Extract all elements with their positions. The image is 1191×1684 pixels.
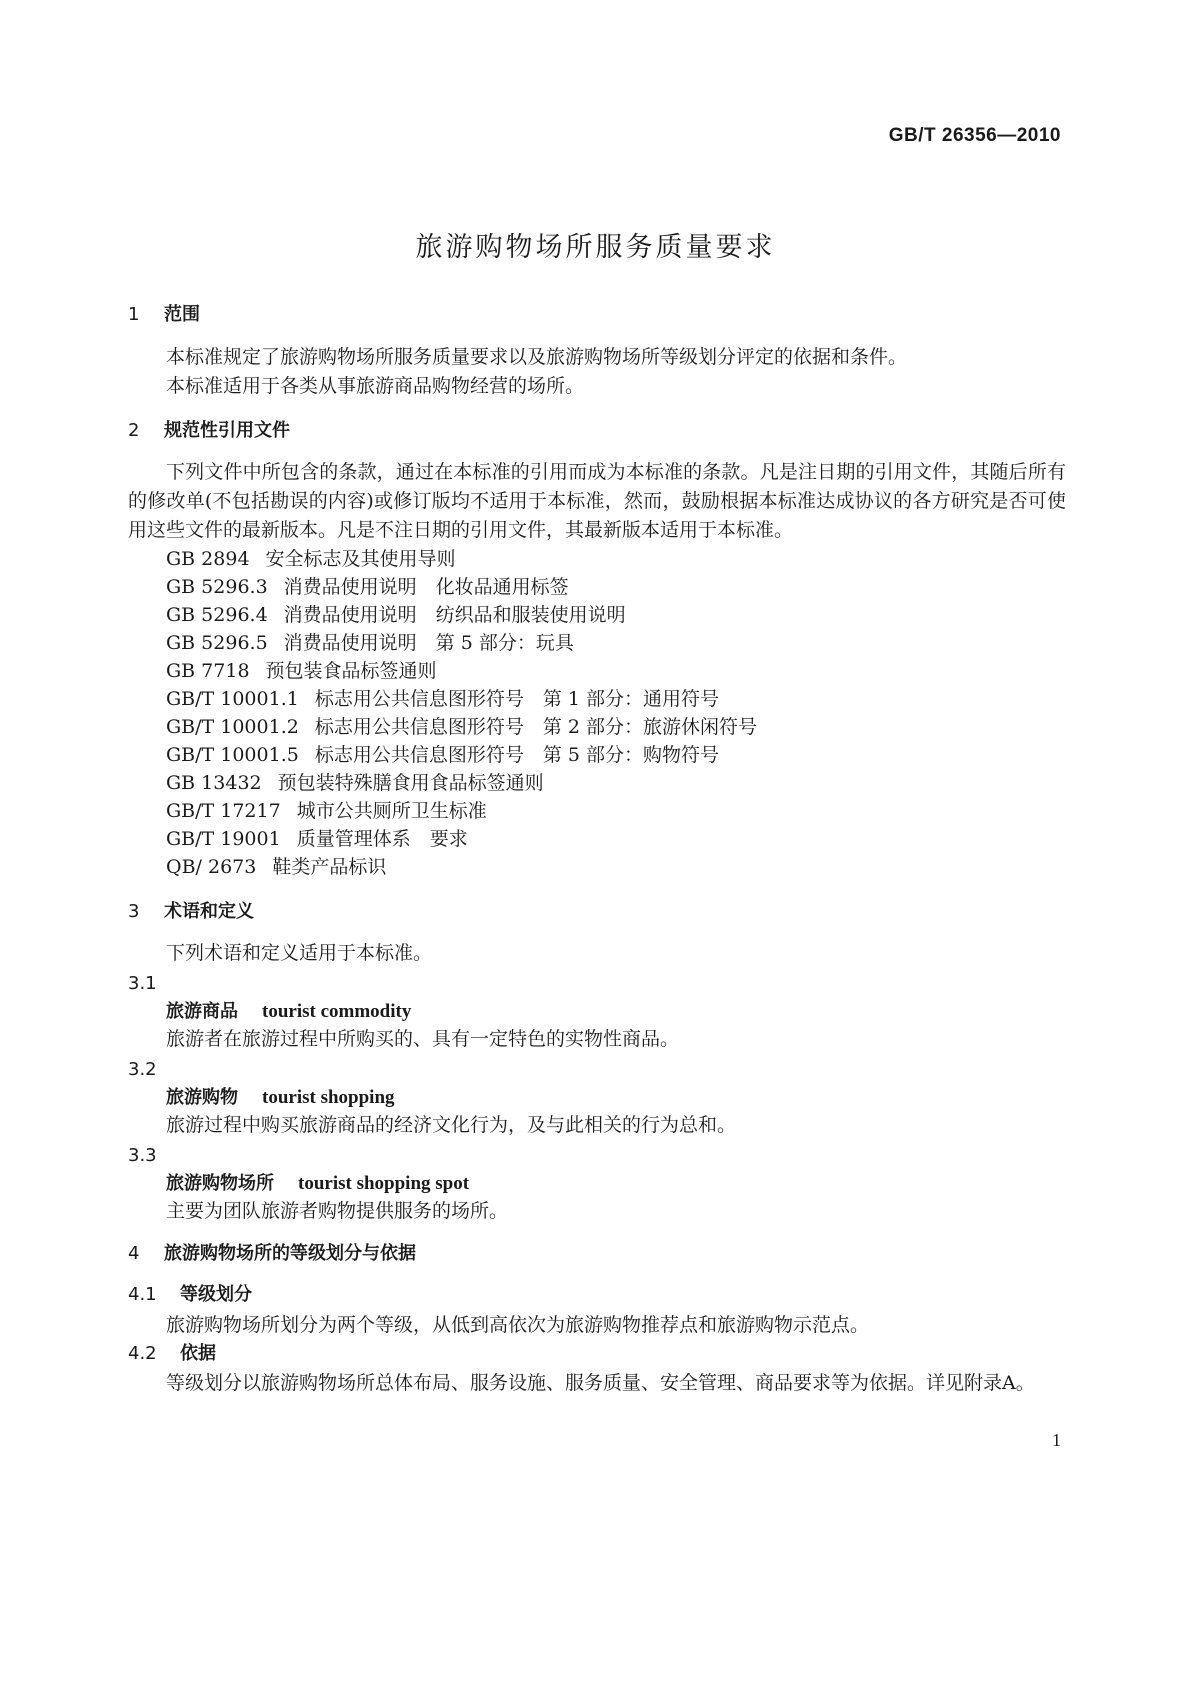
- paragraph: 本标准规定了旅游购物场所服务质量要求以及旅游购物场所等级划分评定的依据和条件。: [166, 346, 908, 368]
- term-en: tourist shopping spot: [298, 1173, 470, 1194]
- term-number: 3.3: [128, 1145, 157, 1166]
- reference-title: 城市公共厕所卫生标准: [296, 800, 487, 822]
- reference-item: [166, 799, 487, 823]
- reference-code: GB/T 17217: [166, 800, 281, 822]
- reference-item: [166, 771, 544, 795]
- page-number: 1: [1052, 1430, 1061, 1450]
- reference-code: GB 13432: [166, 772, 262, 794]
- term-heading: [166, 1172, 469, 1196]
- reference-title: 消费品使用说明 纺织品和服装使用说明: [283, 604, 626, 626]
- section-number: 4: [128, 1243, 140, 1264]
- reference-title: 鞋类产品标识: [272, 856, 387, 878]
- reference-code: GB/T 10001.5: [166, 744, 299, 766]
- standard-code: GB/T 26356—2010: [888, 125, 1061, 146]
- paragraph: 等级划分以旅游购物场所总体布局、服务设施、服务质量、安全管理、商品要求等为依据。详见附录A。: [166, 1372, 1035, 1394]
- reference-code: GB 7718: [166, 660, 250, 682]
- reference-code: GB/T 19001: [166, 828, 281, 850]
- section-number: 1: [128, 304, 140, 325]
- term-en: tourist shopping: [262, 1087, 395, 1108]
- reference-title: 质量管理体系 要求: [296, 828, 468, 850]
- term-zh: 旅游购物场所: [166, 1173, 274, 1194]
- section-number: 3: [128, 901, 140, 922]
- reference-code: QB/ 2673: [166, 856, 257, 878]
- term-definition: 旅游过程中购买旅游商品的经济文化行为，及与此相关的行为总和。: [166, 1114, 737, 1136]
- term-en: tourist commodity: [262, 1001, 412, 1022]
- term-definition: 主要为团队旅游者购物提供服务的场所。: [166, 1200, 509, 1222]
- reference-code: GB/T 10001.1: [166, 688, 299, 710]
- subsection-title: 等级划分: [180, 1284, 252, 1305]
- term-number: 3.2: [128, 1059, 157, 1080]
- section-3-intro: 下列术语和定义适用于本标准。: [166, 942, 433, 964]
- section-2-intro: 下列文件中所包含的条款，通过在本标准的引用而成为本标准的条款。凡是注日期的引用文件，其随后所有的修改单(不包括勘误的内容)或修订版均不适用于本标准，然而，鼓励根据本标准达成协议的各方研究是否可使用这些文件的最新版本。凡是不注日期的引用文件，其最新版本适用于本标准。: [128, 461, 1066, 541]
- reference-code: GB 5296.5: [166, 632, 268, 654]
- reference-title: 消费品使用说明 第 5 部分：玩具: [283, 632, 574, 654]
- subsection-4-2-heading: [128, 1342, 216, 1366]
- reference-item: [166, 827, 468, 851]
- term-heading: [166, 1000, 411, 1024]
- term-zh: 旅游商品: [166, 1001, 238, 1022]
- reference-item: [166, 743, 719, 767]
- subsection-4-1-heading: [128, 1283, 252, 1307]
- reference-code: GB/T 10001.2: [166, 716, 299, 738]
- reference-title: 预包装特殊膳食用食品标签通则: [277, 772, 544, 794]
- reference-code: GB 5296.3: [166, 576, 268, 598]
- reference-title: 安全标志及其使用导则: [265, 548, 456, 570]
- reference-title: 标志用公共信息图形符号 第 1 部分：通用符号: [314, 688, 719, 710]
- subsection-title: 依据: [180, 1343, 216, 1364]
- document-title: 旅游购物场所服务质量要求: [415, 232, 776, 263]
- subsection-number: 4.1: [128, 1284, 157, 1305]
- section-2-heading: [128, 419, 290, 443]
- section-title: 旅游购物场所的等级划分与依据: [164, 1243, 416, 1264]
- term-zh: 旅游购物: [166, 1087, 238, 1108]
- reference-item: [166, 855, 386, 879]
- paragraph: 旅游购物场所划分为两个等级，从低到高依次为旅游购物推荐点和旅游购物示范点。: [166, 1314, 870, 1336]
- reference-title: 标志用公共信息图形符号 第 5 部分：购物符号: [314, 744, 719, 766]
- term-heading: [166, 1086, 395, 1110]
- term-number: 3.1: [128, 973, 157, 994]
- reference-item: [166, 603, 626, 627]
- paragraph: 本标准适用于各类从事旅游商品购物经营的场所。: [166, 375, 585, 397]
- reference-item: [166, 715, 757, 739]
- reference-item: [166, 687, 719, 711]
- reference-title: 标志用公共信息图形符号 第 2 部分：旅游休闲符号: [314, 716, 757, 738]
- section-1-heading: [128, 303, 200, 327]
- reference-item: [166, 659, 437, 683]
- subsection-number: 4.2: [128, 1343, 157, 1364]
- term-definition: 旅游者在旅游过程中所购买的、具有一定特色的实物性商品。: [166, 1028, 680, 1050]
- section-title: 范围: [164, 304, 200, 325]
- section-title: 规范性引用文件: [164, 420, 290, 441]
- reference-code: GB 2894: [166, 548, 250, 570]
- section-4-heading: [128, 1242, 416, 1266]
- reference-item: [166, 631, 574, 655]
- reference-title: 预包装食品标签通则: [265, 660, 437, 682]
- section-title: 术语和定义: [164, 901, 254, 922]
- reference-code: GB 5296.4: [166, 604, 268, 626]
- section-3-heading: [128, 900, 254, 924]
- reference-title: 消费品使用说明 化妆品通用标签: [283, 576, 569, 598]
- reference-item: [166, 547, 456, 571]
- reference-item: [166, 575, 569, 599]
- section-number: 2: [128, 420, 140, 441]
